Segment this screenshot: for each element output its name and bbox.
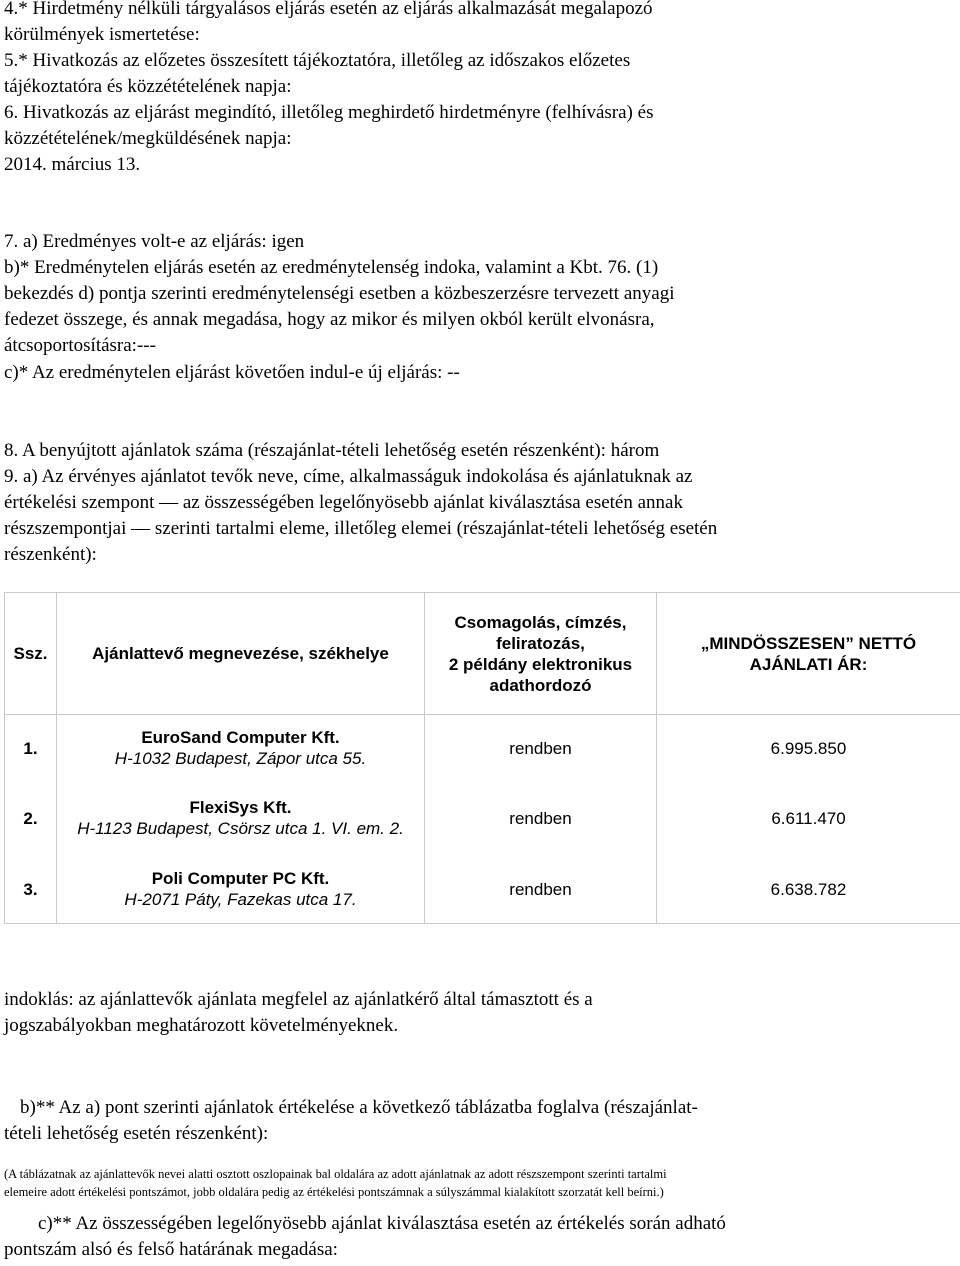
para-9a-line-2: értékelési szempont — az összességében legelőnyösebb ajánlat kiválasztása esetén annak [4,492,683,513]
para-7b-line-4: átcsoportosításra:--- [4,335,156,356]
para-7b-line-2: bekezdés d) pontja szerinti eredménytelenségi esetben a közbeszerzésre tervezett anyagi [4,283,675,304]
packaging-status: rendben [425,781,657,855]
reasoning-line-1: indoklás: az ajánlattevők ajánlata megfelel az ajánlatkérő által támasztott és a [4,989,593,1010]
net-price: 6.995.850 [657,715,960,782]
para-6-date: 2014. március 13. [4,154,141,175]
table-row [5,781,960,855]
bidder-name: FlexiSys Kft. [189,798,292,817]
para-8: 8. A benyújtott ajánlatok száma (részajánlat-tételi lehetőség esetén részenként): három [4,440,660,461]
para-5-line-1: 5.* Hivatkozás az előzetes összesített tájékoztatóra, illetőleg az időszakos előzetes [4,50,631,71]
row-number: 1. [5,715,57,782]
table-header-row [5,593,960,715]
note-line-1: (A táblázatnak az ajánlattevők nevei alatti osztott oszlopainak bal oldalára az adott ajánlatnak az adott részszempont szerinti tartalmi [4,1167,667,1181]
para-7b-line-3: fedezet összege, és annak megadása, hogy az mikor és milyen okból került elvonásra, [4,309,655,330]
offers-table [4,592,960,924]
header-ssz: Ssz. [5,593,57,715]
para-9c-line-1: c)** Az összességében legelőnyösebb ajánlat kiválasztása esetén az értékelés során adható [38,1213,726,1234]
para-4-line-1: 4.* Hirdetmény nélküli tárgyalásos eljárás esetén az eljárás alkalmazását megalapozó [4,0,653,19]
bidder-address: H-1032 Budapest, Zápor utca 55. [114,749,367,768]
note-line-2: elemeire adott értékelési pontszámot, jobb oldalára pedig az értékelési pontszámnak a súlyszámmal kialakított szorzatát kell beírni.) [4,1185,664,1199]
header-packaging-line: Csomagolás, címzés, [454,612,627,632]
para-9c-line-2: pontszám alsó és felső határának megadása: [4,1239,338,1260]
para-7b-line-1: b)* Eredménytelen eljárás esetén az eredménytelenség indoka, valamint a Kbt. 76. (1) [4,257,659,278]
packaging-status: rendben [425,855,657,924]
bidder-name: Poli Computer PC Kft. [151,869,330,888]
para-6-line-2: közzétételének/megküldésének napja: [4,128,292,149]
header-price-line: „MINDÖSSZESEN” NETTÓ [700,633,917,653]
para-9b-line-2: tételi lehetőség esetén részenként): [4,1123,269,1144]
bidder-name: EuroSand Computer Kft. [141,728,340,747]
header-total-price [657,593,960,715]
para-9b-line-1: b)** Az a) pont szerinti ajánlatok értékelése a következő táblázatba foglalva (részajánlat- [20,1097,698,1118]
table-row [5,715,960,782]
para-9a-line-3: részszempontjai — szerinti tartalmi eleme, illetőleg elemei (részajánlat-tételi lehetőség esetén [4,518,718,539]
para-9a-line-1: 9. a) Az érvényes ajánlatot tevők neve, címe, alkalmasságuk indokolása és ajánlatuknak az [4,466,693,487]
row-number: 3. [5,855,57,924]
bidder-cell [57,715,425,782]
row-number: 2. [5,781,57,855]
header-bidder-name: Ajánlattevő megnevezése, székhelye [57,593,425,715]
header-packaging-line: adathordozó [489,675,592,695]
net-price: 6.611.470 [657,781,960,855]
para-9a-line-4: részenként): [4,544,97,565]
header-packaging [425,593,657,715]
bidder-address: H-1123 Budapest, Csörsz utca 1. VI. em. 2. [77,819,404,838]
para-7c: c)* Az eredménytelen eljárást követően indul-e új eljárás: -- [4,362,460,383]
reasoning-line-2: jogszabályokban meghatározott követelményeknek. [4,1015,399,1036]
table-row [5,855,960,924]
packaging-status: rendben [425,715,657,782]
header-price-line: AJÁNLATI ÁR: [749,654,868,674]
header-packaging-line: feliratozás, [496,633,585,653]
bidder-cell [57,855,425,924]
bidder-address: H-2071 Páty, Fazekas utca 17. [124,890,357,909]
para-4-line-2: körülmények ismertetése: [4,24,200,45]
para-5-line-2: tájékoztatóra és közzétételének napja: [4,76,292,97]
para-6-line-1: 6. Hivatkozás az eljárást megindító, illetőleg meghirdető hirdetményre (felhívásra) és [4,102,654,123]
net-price: 6.638.782 [657,855,960,924]
bidder-cell [57,781,425,855]
header-packaging-line: 2 példány elektronikus [448,654,633,674]
para-7a: 7. a) Eredményes volt-e az eljárás: igen [4,231,305,252]
